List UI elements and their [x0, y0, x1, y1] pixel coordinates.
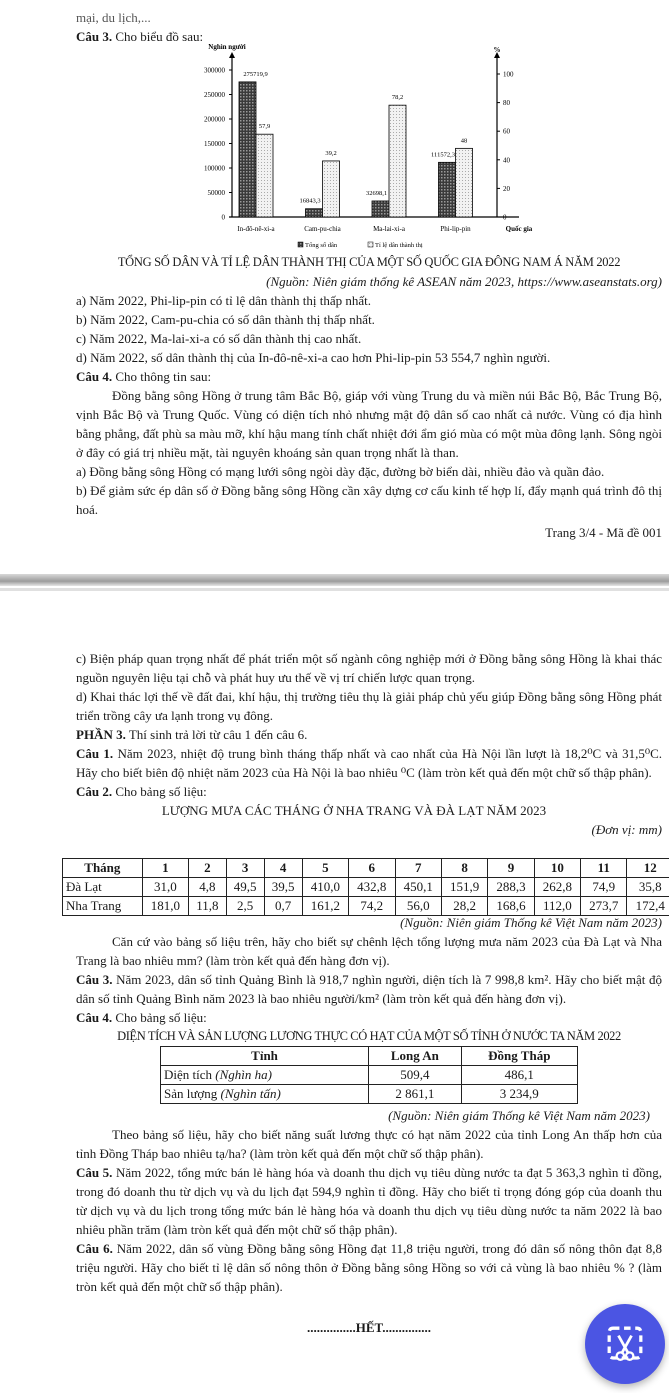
table-cell: 410,0	[302, 878, 348, 897]
table-header-cell: 1	[142, 859, 188, 878]
screenshot-button[interactable]	[585, 1304, 665, 1384]
left-tick-label: 250000	[204, 91, 225, 99]
table-row: Sản lượng (Nghìn tấn) 2 861,1 3 234,9	[161, 1085, 578, 1104]
chart-caption	[76, 253, 662, 542]
page-2-bottom	[76, 1106, 662, 1337]
table-cell: 112,0	[534, 897, 580, 916]
table-header-cell: 6	[349, 859, 395, 878]
right-tick-label: 100	[503, 70, 514, 79]
q4-paragraph: Đồng bằng sông Hồng ở trung tâm Bắc Bộ, giáp với vùng Trung du và miền núi Bắc Bộ, Bắc Trung Bộ, vịnh Bắc Bộ và Trung Quốc. Vùng có diện tích nhỏ nhưng mật độ dân số cao nhất cả nước. Vùng có địa hình bằng phẳng, đất phù sa màu mỡ, khí hậu mang tính chất nhiệt đới ẩm gió mùa có một mùa đông lạnh. Sông ngòi ở đây có giá trị nhiều mặt, tài nguyên khoáng sản quan trọng nhất là than.	[76, 388, 662, 460]
left-axis-label: Nghìn người	[208, 43, 246, 51]
table-cell: 432,8	[349, 878, 395, 897]
table-cell: 273,7	[581, 897, 627, 916]
q4-question: Theo bảng số liệu, hãy cho biết năng suất lương thực có hạt năm 2022 của tỉnh Long An thấp hơn của tỉnh Đồng Tháp bao nhiêu tạ/ha? (làm tròn kết quả đến một chữ số thập phân).	[76, 1127, 662, 1161]
table-cell: 2,5	[226, 897, 264, 916]
table-header-cell: 5	[302, 859, 348, 878]
table-cell: 0,7	[264, 897, 302, 916]
table-row: Diện tích (Nghìn ha) 509,4 486,1	[161, 1066, 578, 1085]
prev-line: mại, du lịch,...	[76, 10, 151, 25]
left-axis-arrow	[229, 52, 235, 58]
category-label: Ma-lai-xi-a	[373, 225, 405, 233]
right-axis-label: %	[493, 46, 501, 54]
table-cell: 450,1	[395, 878, 441, 897]
table-header-cell: 11	[581, 859, 627, 878]
grain-table	[160, 1046, 578, 1104]
legend-swatch-urban-rate	[368, 242, 373, 247]
legend-swatch-population	[298, 242, 303, 247]
table-header-cell: 12	[627, 859, 669, 878]
left-tick-label: 0	[221, 213, 225, 222]
legend-label-urban-rate: Tỉ lệ dân thành thị	[375, 242, 423, 249]
table-cell: 262,8	[534, 878, 580, 897]
page-footer: Trang 3/4 - Mã đề 001	[545, 525, 662, 540]
end-marker: ...............HẾT...............	[307, 1320, 431, 1335]
table-1-source: (Nguồn: Niên giám Thống kê Việt Nam năm 2023)	[400, 915, 662, 930]
right-tick-label: 20	[503, 184, 510, 193]
question-4-intro: Câu 4. Cho thông tin sau:	[76, 369, 212, 384]
page-2	[76, 649, 662, 839]
table-header-cell: 3	[226, 859, 264, 878]
bar-population	[439, 162, 456, 217]
page-separator-line	[0, 588, 669, 591]
table-cell: 39,5	[264, 878, 302, 897]
bar-population	[372, 201, 389, 217]
table-cell: 31,0	[142, 878, 188, 897]
right-tick-label: 40	[503, 156, 510, 165]
bar-population	[239, 82, 256, 217]
table-header-cell: 2	[189, 859, 226, 878]
table-row	[63, 878, 669, 897]
part3-question-5: Câu 5. Năm 2022, tổng mức bán lẻ hàng hóa và doanh thu dịch vụ tiêu dùng nước ta đạt 5 363,3 nghìn tỉ đồng, trong đó doanh thu từ dịch vụ và du lịch đạt 594,9 nghìn tỉ đồng. Hãy cho biết tỉ trọng đóng góp của doanh thu từ dịch vụ và du lịch trong tổng mức bán lẻ hàng hóa và doanh thu dịch vụ tiêu dùng nước ta năm 2022 là bao nhiêu phần trăm (làm tròn kết quả đến một chữ số thập phân).	[76, 1165, 662, 1237]
part3-question-2: Câu 2. Cho bảng số liệu:	[76, 784, 207, 799]
table-header-cell: 10	[534, 859, 580, 878]
table-cell: 56,0	[395, 897, 441, 916]
data-label-population: 16843,3	[299, 197, 321, 205]
left-tick-label: 50000	[207, 189, 225, 197]
chart-title: TỔNG SỐ DÂN VÀ TỈ LỆ DÂN THÀNH THỊ CỦA MỘT SỐ QUỐC GIA ĐÔNG NAM Á NĂM 2022	[117, 255, 621, 269]
table-header-row: Tỉnh Long An Đồng Tháp	[161, 1047, 578, 1066]
x-axis-label: Quốc gia	[505, 225, 533, 233]
right-tick-label: 60	[503, 127, 510, 136]
data-label-urban-rate: 39,2	[325, 149, 337, 157]
rainfall-table	[62, 858, 669, 916]
left-tick-label: 150000	[204, 140, 225, 148]
q3-item-c: c) Năm 2022, Ma-lai-xi-a có số dân thành thị cao nhất.	[76, 331, 362, 346]
left-tick-label: 300000	[204, 66, 225, 75]
table-cell: 4,8	[189, 878, 226, 897]
table-cell: 168,6	[488, 897, 534, 916]
q4-item-a: a) Đồng bằng sông Hồng có mạng lưới sông ngòi dày đặc, đường bờ biển dài, nhiều đảo và quần đảo.	[76, 464, 605, 479]
q4-item-d: d) Khai thác lợi thế về đất đai, khí hậu, thị trường tiêu thụ là giải pháp chủ yếu giúp Đồng bằng sông Hồng phát triển trồng cây ưa lạnh trong vụ đông.	[76, 689, 662, 723]
left-tick-label: 200000	[204, 115, 225, 124]
data-label-urban-rate: 48	[460, 137, 468, 145]
table-cell: 49,5	[226, 878, 264, 897]
table-cell: 35,8	[627, 878, 669, 897]
bar-urban-rate	[256, 134, 273, 217]
table-header-cell: 7	[395, 859, 441, 878]
table-1-unit: (Đơn vị: mm)	[591, 822, 662, 837]
category-label: Cam-pu-chia	[304, 225, 341, 233]
data-label-urban-rate: 78,2	[391, 94, 404, 102]
table-header-cell: 9	[488, 859, 534, 878]
q3-item-d: d) Năm 2022, số dân thành thị của In-đô-nê-xi-a cao hơn Phi-lip-pin 53 554,7 nghìn người.	[76, 350, 551, 365]
table-cell: Nha Trang	[63, 897, 143, 916]
part3-question-3: Câu 3. Năm 2023, dân số tỉnh Quảng Bình là 918,7 nghìn người, diện tích là 7 998,8 km². Hãy cho biết mật độ dân số tỉnh Quảng Bình năm 2023 là bao nhiêu người/km² (làm tròn kết quả đến hàng đơn vị).	[76, 972, 662, 1006]
page-separator	[0, 574, 669, 586]
category-label: Phi-lip-pin	[440, 225, 471, 233]
question-3-intro: Câu 3. Cho biểu đồ sau:	[76, 29, 204, 44]
part3-question-4: Câu 4. Cho bảng số liệu:	[76, 1010, 207, 1025]
part-3-heading: PHẦN 3. Thí sinh trả lời từ câu 1 đến câu 6.	[76, 727, 308, 742]
table-2-title: DIỆN TÍCH VÀ SẢN LƯỢNG LƯƠNG THỰC CÓ HẠT CỦA MỘT SỐ TỈNH Ở NƯỚC TA NĂM 2022	[117, 1029, 621, 1043]
part3-question-6: Câu 6. Năm 2022, dân số vùng Đồng bằng sông Hồng đạt 11,8 triệu người, trong đó dân số nông thôn đạt 8,8 triệu người. Hãy cho biết tỉ lệ dân số nông thôn ở Đồng bằng sông Hồng so với cả vùng là bao nhiêu % ? (làm tròn kết quả đến một chữ số thập phân).	[76, 1241, 662, 1294]
bar-chart	[0, 0, 669, 260]
left-tick-label: 100000	[204, 164, 225, 173]
bar-urban-rate	[389, 105, 406, 217]
table-header-cell: 4	[264, 859, 302, 878]
chart-source: (Nguồn: Niên giám thống kê ASEAN năm 2023, https://www.aseanstats.org)	[266, 274, 662, 289]
bar-urban-rate	[323, 161, 340, 217]
right-tick-label: 80	[503, 99, 510, 108]
table-header-row	[63, 859, 669, 878]
table-cell: 74,2	[349, 897, 395, 916]
table-cell: 172,4	[627, 897, 669, 916]
bar-urban-rate	[456, 148, 473, 217]
q4-item-c: c) Biện pháp quan trọng nhất để phát triển một số ngành công nghiệp mới ở Đồng bằng sông Hồng là khai thác nguồn nguyên liệu tại chỗ và phát huy ưu thế về vị trí chiến lược quan trọng.	[76, 651, 662, 685]
scissors-screenshot-icon	[585, 1304, 665, 1384]
bar-population	[306, 209, 323, 217]
table-header-cell: 8	[441, 859, 487, 878]
table-cell: 11,8	[189, 897, 226, 916]
q4-item-b: b) Để giảm sức ép dân số ở Đồng bằng sông Hồng cần xây dựng cơ cấu kinh tế hợp lí, đẩy mạnh quá trình đô thị hoá.	[76, 483, 663, 517]
table-cell: 288,3	[488, 878, 534, 897]
data-label-urban-rate: 57,9	[258, 123, 271, 131]
table-cell: 161,2	[302, 897, 348, 916]
q3-item-a: a) Năm 2022, Phi-lip-pin có tỉ lệ dân thành thị thấp nhất.	[76, 293, 371, 308]
category-label: In-đô-nê-xi-a	[237, 225, 275, 233]
table-cell: Đà Lạt	[63, 878, 143, 897]
table-header-cell: Tháng	[63, 859, 143, 878]
table-cell: 151,9	[441, 878, 487, 897]
table-cell: 181,0	[142, 897, 188, 916]
q2-question: Căn cứ vào bảng số liệu trên, hãy cho biết sự chênh lệch tổng lượng mưa năm 2023 của Đà Lạt và Nha Trang là bao nhiêu mm? (làm tròn kết quả đến hàng đơn vị).	[76, 934, 662, 968]
data-label-population: 111572,3	[431, 151, 455, 159]
table-cell: 28,2	[441, 897, 487, 916]
page-2-mid	[76, 913, 662, 1046]
part3-question-1: Câu 1. Năm 2023, nhiệt độ trung bình tháng thấp nhất và cao nhất của Hà Nội lần lượt là 18,2⁰C và 31,5⁰C. Hãy cho biết biên độ nhiệt năm 2023 của Hà Nội là bao nhiêu ⁰C (làm tròn kết quả đến một chữ số thập phân).	[76, 746, 662, 780]
table-2-source: (Nguồn: Niên giám Thống kê Việt Nam năm 2023)	[388, 1108, 650, 1123]
q3-item-b: b) Năm 2022, Cam-pu-chia có số dân thành thị thấp nhất.	[76, 312, 375, 327]
data-label-population: 275719,9	[243, 70, 268, 78]
table-1-title: LƯỢNG MƯA CÁC THÁNG Ở NHA TRANG VÀ ĐÀ LẠT NĂM 2023	[161, 803, 547, 818]
table-cell: 74,9	[581, 878, 627, 897]
right-tick-label: 0	[503, 213, 507, 222]
legend-label-population: Tổng số dân	[305, 242, 338, 249]
data-label-population: 32698,1	[365, 189, 388, 197]
